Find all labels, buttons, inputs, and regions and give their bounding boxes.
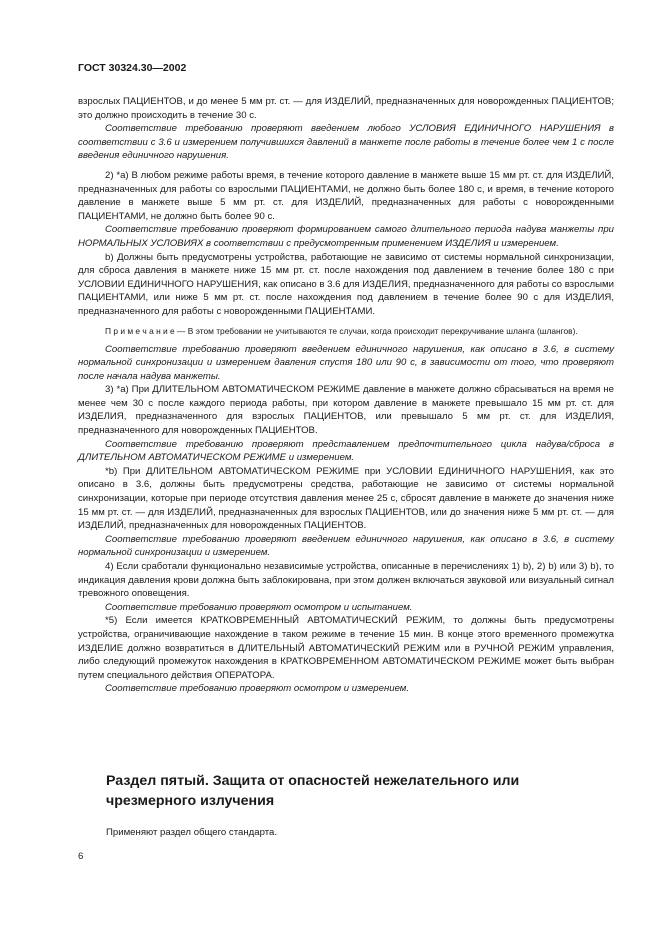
paragraph-continuation: взрослых ПАЦИЕНТОВ, и до менее 5 мм рт. ст. — для ИЗДЕЛИЙ, предназначенных для новорожденных ПАЦИЕНТОВ; это должно происходить в течение 30 с. <box>78 96 614 121</box>
paragraph-compliance-check: Соответствие требованию проверяют введением единичного нарушения, как описано в 3.6, в систему нормальной синхронизации и измерением давления спустя 180 или 90 с, в зависимости от того, что проверяют после начала надува манжеты. <box>78 343 614 382</box>
paragraph-item-2b: b) Должны быть предусмотрены устройства, работающие не зависимо от системы нормальной синхронизации, для сброса давления в манжете ниже 15 мм рт. ст. после нахождения под давлением в течение более 180 с при УСЛОВИИ ЕДИНИЧНОГО НАРУШЕНИЯ, как описано в 3.6 для ИЗДЕЛИЯ, предназначенного для работы со взрослыми ПАЦИЕНТАМИ, или ниже 5 мм рт. ст. после нахождения под давлением в течение более 90 с для ИЗДЕЛИЯ, предназначенного для работы с новорожденными ПАЦИЕНТАМИ. <box>78 251 614 317</box>
document-code-header: ГОСТ 30324.30—2002 <box>78 62 187 74</box>
paragraph-item-2a: 2) *а) В любом режиме работы время, в течение которого давление в манжете выше 15 мм рт. ст. для ИЗДЕЛИЙ, предназначенных для работы со взрослыми ПАЦИЕНТАМИ, не должно быть более 180 с, и время, в течение которого давление в манжете выше 5 мм рт. ст. для ИЗДЕЛИЙ, предназначенных для работы с новорожденными ПАЦИЕНТАМИ, не должно быть более 90 с. <box>78 169 614 222</box>
paragraph-compliance-check: Соответствие требованию проверяют введением любого УСЛОВИЯ ЕДИНИЧНОГО НАРУШЕНИЯ в соответствии с 3.6 и измерением получившихся давлений в манжете после работы в течение более чем 1 с после введения единичного нарушения. <box>78 123 614 162</box>
paragraph-compliance-check: Соответствие требованию проверяют осмотром и испытанием. <box>105 601 413 613</box>
paragraph-item-3a: 3) *а) При ДЛИТЕЛЬНОМ АВТОМАТИЧЕСКОМ РЕЖИМЕ давление в манжете должно сбрасываться на время не менее чем 30 с после каждого периода работы, при котором давление в манжете превышало 15 мм рт. ст. для ИЗДЕЛИЯ, предназначенного для взрослых ПАЦИЕНТОВ, или превышало 5 мм рт. ст. для ИЗДЕЛИЯ, предназначенного для новорожденных ПАЦИЕНТОВ. <box>78 384 614 437</box>
paragraph-compliance-check: Соответствие требованию проверяют осмотром и измерением. <box>105 683 410 695</box>
paragraph-compliance-check: Соответствие требованию проверяют представлением предпочтительного цикла надува/сброса в ДЛИТЕЛЬНОМ АВТОМАТИЧЕСКОМ РЕЖИМЕ и измерением. <box>78 438 614 464</box>
paragraph-item-4: 4) Если сработали функционально независимые устройства, описанные в перечислениях 1) b), 2) b) или 3) b), то индикация давления крови должна быть заблокирована, при этом должен включаться звуковой или визуальный сигнал тревожного оповещения. <box>78 561 614 600</box>
body-text <box>78 95 614 696</box>
paragraph-item-3b: *b) При ДЛИТЕЛЬНОМ АВТОМАТИЧЕСКОМ РЕЖИМЕ при УСЛОВИИ ЕДИНИЧНОГО НАРУШЕНИЯ, как это описано в 3.6, должны быть предусмотрены средства, работающие не зависимо от системы нормальной синхронизации, которые при периоде отсутствия давления менее 25 с, сбросят давление в манжете до значения ниже 15 мм рт. ст. — для ИЗДЕЛИЙ, предназначенных для взрослых ПАЦИЕНТОВ, или до значения ниже 5 мм рт. ст. — для ИЗДЕЛИЙ, предназначенных для новорожденных ПАЦИЕНТОВ. <box>78 465 614 532</box>
page-number: 6 <box>78 851 84 862</box>
paragraph-compliance-check: Соответствие требованию проверяют формированием самого длительного периода надува манжеты при НОРМАЛЬНЫХ УСЛОВИЯХ в соответствии с предусмотренным применением ИЗДЕЛИЯ и измерением. <box>78 224 614 249</box>
paragraph-note: П р и м е ч а н и е — В этом требовании не учитываются те случаи, когда происходит перекручивание шланга (шлангов). <box>105 325 578 336</box>
section-heading: Раздел пятый. Защита от опасностей нежелательного или чрезмерного излучения <box>106 773 520 809</box>
paragraph-item-5: *5) Если имеется КРАТКОВРЕМЕННЫЙ АВТОМАТИЧЕСКИЙ РЕЖИМ, то должны быть предусмотрены устройства, ограничивающие нахождение в таком режиме в течение 15 мин. В конце этого временного промежутка ИЗДЕЛИЕ должно возвратиться в ДЛИТЕЛЬНЫЙ АВТОМАТИЧЕСКИЙ РЕЖИМ или в РУЧНОЙ РЕЖИМ управления, либо следующий промежуток нахождения в КРАТКОВРЕМЕННОМ АВТОМАТИЧЕСКОМ РЕЖИМЕ может быть выбран путем специального действия ОПЕРАТОРА. <box>78 615 614 681</box>
paragraph-compliance-check: Соответствие требованию проверяют введением единичного нарушения, как описано в 3.6, в систему нормальной синхронизации и измерением. <box>78 533 614 559</box>
section-text: Применяют раздел общего стандарта. <box>106 827 277 838</box>
